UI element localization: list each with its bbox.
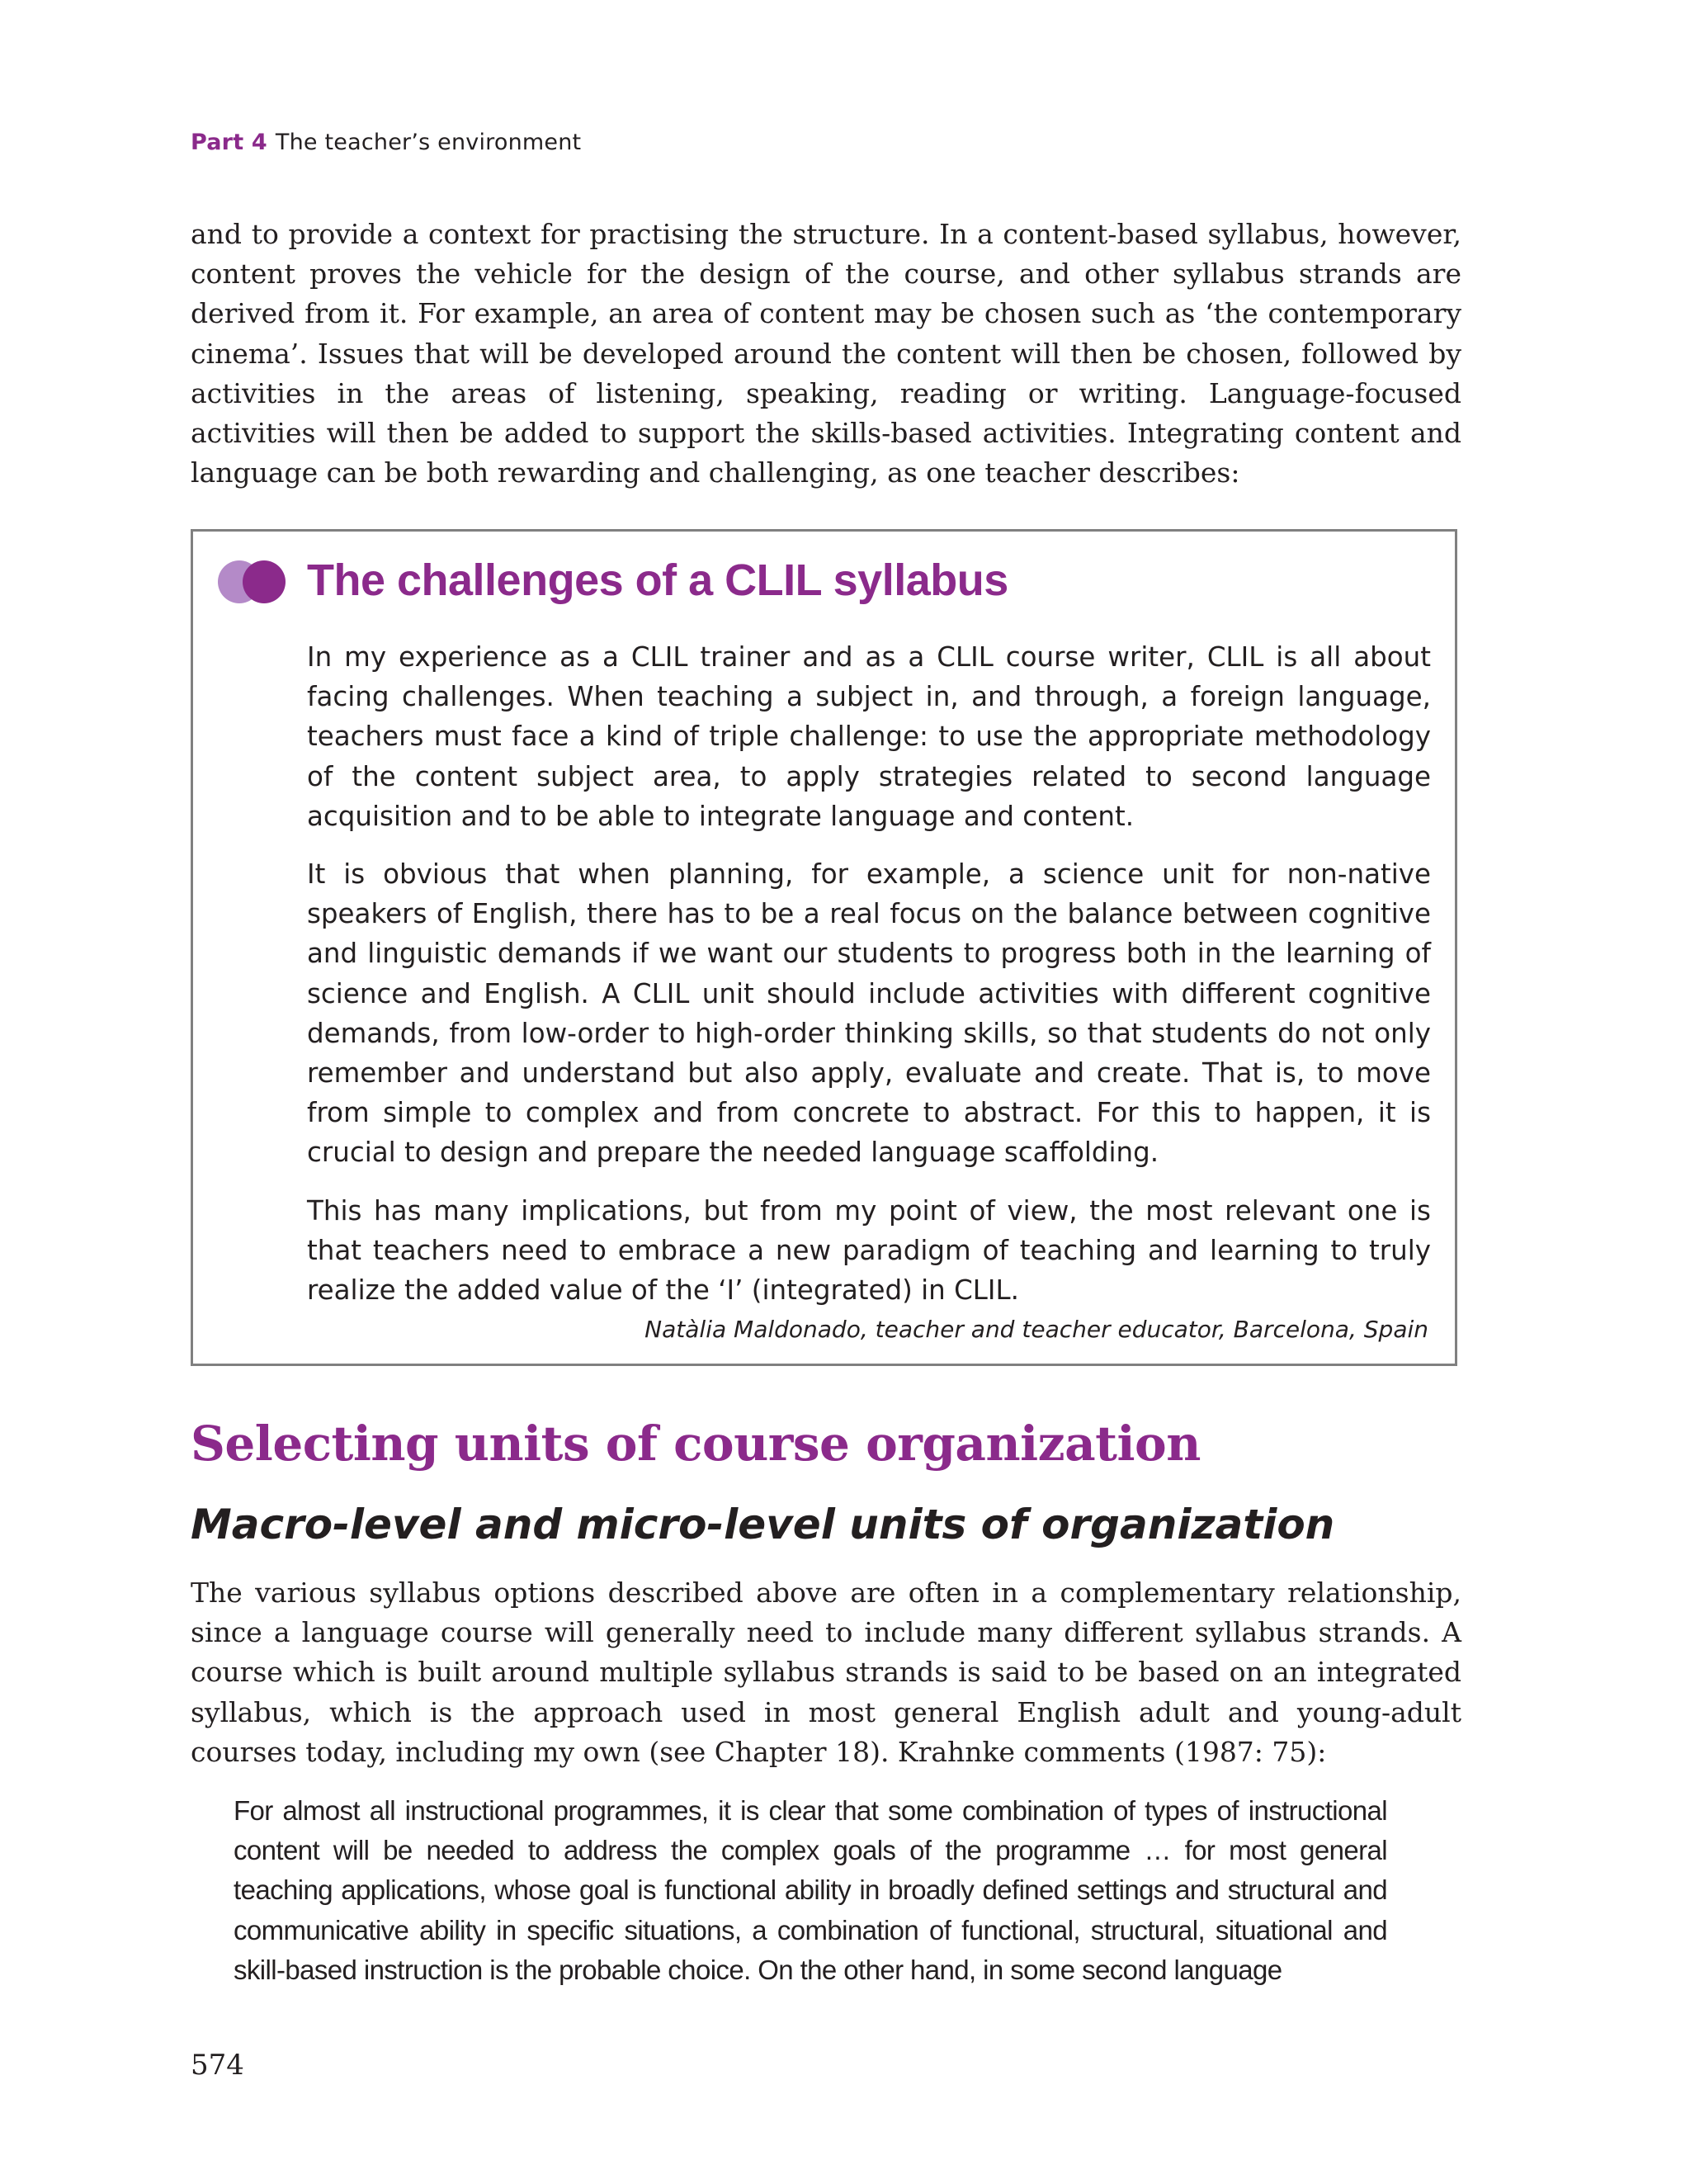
- quote-text: For almost all instructional programmes, it is clear that some combination of types of instructional content will be needed to address the complex goals of the programme … for most general teaching applications, whose goal is functional ability in broadly defined settings and structural and communicative ability in specific situations, a combination of functional, structural, situational and skill-based instruction is the probable choice. On the other hand, in some second language: [234, 1795, 1387, 1985]
- section-paragraph: The various syllabus options described above are often in a complementary relationship, since a language course will generally need to include many different syllabus strands. A course which is built around multiple syllabus strands is said to be based on an integrated syllabus, which is the approach used in most general English adult and young-adult courses today, including my own (see Chapter 18). Krahnke comments (1987: 75):: [191, 1577, 1461, 1768]
- section-subheading: Macro-level and micro-level units of organization: [191, 1501, 1335, 1548]
- clil-challenges-box: [191, 529, 1457, 1366]
- box-attribution: Natàlia Maldonado, teacher and teacher educator, Barcelona, Spain: [644, 1316, 1428, 1343]
- box-title: The challenges of a CLIL syllabus: [307, 555, 1008, 605]
- box-paragraph: This has many implications, but from my point of view, the most relevant one is that teachers need to embrace a new paradigm of teaching and learning to truly realize the added value of the ‘I’ (integrated) in CLIL.: [307, 1194, 1431, 1307]
- dark-circle-shape: [243, 560, 286, 603]
- section-heading: Selecting units of course organization: [191, 1416, 1201, 1472]
- intro-paragraph: and to provide a context for practising the structure. In a content-based syllabus, however, content proves the vehicle for the design of the course, and other syllabus strands are derived from it. For example, an area of content may be chosen such as ‘the contemporary cinema’. Issues that will be developed around the content will then be chosen, followed by activities in the areas of listening, speaking, reading or writing. Language-focused activities will then be added to support the skills-based activities. Integrating content and language can be both rewarding and challenging, as one teacher describes:: [191, 218, 1461, 489]
- intro-paragraph-block: [191, 215, 1461, 493]
- running-head: [191, 130, 581, 155]
- running-head-part: Part 4: [191, 130, 267, 155]
- box-paragraph: It is obvious that when planning, for example, a science unit for non-native speakers of English, there has to be a real focus on the balance between cognitive and linguistic demands if we want our students to progress both in the learning of science and English. A CLIL unit should include activities with different cognitive demands, from low-order to high-order thinking skills, so that students do not only remember and understand but also apply, evaluate and create. That is, to move from simple to complex and from concrete to abstract. For this to happen, it is crucial to design and prepare the needed language scaffolding.: [307, 858, 1431, 1169]
- page-number: 574: [191, 2049, 244, 2082]
- double-circle-icon: [218, 558, 287, 604]
- section-paragraph-block: [191, 1573, 1461, 1772]
- running-head-title: The teacher’s environment: [275, 130, 582, 155]
- box-paragraph: In my experience as a CLIL trainer and as a CLIL course writer, CLIL is all about facing challenges. When teaching a subject in, and through, a foreign language, teachers must face a kind of triple challenge: to use the appropriate methodology of the content subject area, to apply strategies related to second language acquisition and to be able to integrate language and content.: [307, 641, 1431, 832]
- block-quote: [234, 1791, 1387, 1990]
- box-body: [307, 637, 1431, 1310]
